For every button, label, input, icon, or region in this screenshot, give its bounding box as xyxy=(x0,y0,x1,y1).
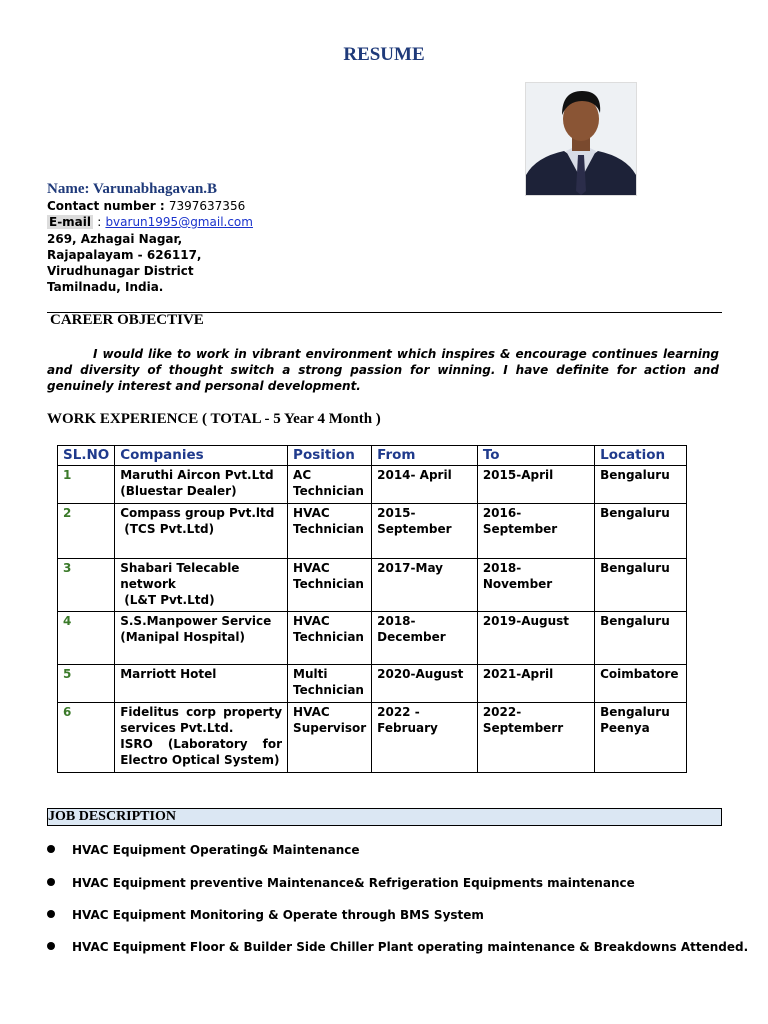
contact-label: Contact number : xyxy=(47,199,165,213)
list-item xyxy=(47,908,484,922)
cell-location xyxy=(595,665,687,703)
position-line: Multi xyxy=(293,667,328,681)
company-line: Fidelitus corp property services Pvt.Ltd. xyxy=(120,705,283,735)
work-experience-table xyxy=(57,445,687,773)
cell-position xyxy=(288,665,372,703)
company-line: Marriott Hotel xyxy=(120,667,217,681)
list-item xyxy=(47,876,635,890)
header-position: Position xyxy=(288,446,372,466)
position-line: Technician xyxy=(293,577,364,591)
email-line xyxy=(47,214,253,230)
company-line: Compass group Pvt.ltd xyxy=(120,506,275,520)
from-line: September xyxy=(377,522,452,536)
candidate-name: Name: Varunabhagavan.B xyxy=(47,181,218,197)
from-line: 2017-May xyxy=(377,561,443,575)
bullet-icon xyxy=(47,845,55,853)
cell-to: 2018-November xyxy=(477,559,594,612)
cell-position xyxy=(288,703,372,773)
cell-from xyxy=(372,703,478,773)
location-line: Bengaluru xyxy=(600,614,670,628)
location-line: Coimbatore xyxy=(600,667,679,681)
table-row xyxy=(58,559,687,612)
list-item-text: HVAC Equipment Monitoring & Operate through BMS System xyxy=(72,908,484,922)
bullet-icon xyxy=(47,878,55,886)
company-line: S.S.Manpower Service xyxy=(120,614,272,628)
from-line: 2022 -February xyxy=(377,705,438,735)
company-line: (L&T Pvt.Ltd) xyxy=(124,593,215,607)
position-line: HVAC xyxy=(293,506,330,520)
location-line: Peenya xyxy=(600,721,650,735)
cell-to: 2016-September xyxy=(477,504,594,559)
address-block xyxy=(47,231,202,295)
location-line: Bengaluru xyxy=(600,468,670,482)
from-line: 2020-August xyxy=(377,667,464,681)
cell-from xyxy=(372,612,478,665)
list-item xyxy=(47,843,360,857)
contact-line xyxy=(47,198,245,214)
header-from: From xyxy=(372,446,478,466)
cell-location xyxy=(595,504,687,559)
email-link[interactable]: bvarun1995@gmail.com xyxy=(105,215,253,229)
cell-slno: 2 xyxy=(58,504,115,559)
cell-company xyxy=(115,559,288,612)
career-objective-text: I would like to work in vibrant environment which inspires & encourage continues learning and diversity of thought switch a strong passion for winning. I have definite for action and genuinely interest and personal development. xyxy=(47,347,719,393)
cell-from xyxy=(372,559,478,612)
table-row xyxy=(58,665,687,703)
cell-from xyxy=(372,504,478,559)
company-line: Shabari Telecable network xyxy=(120,561,240,591)
job-description-heading: JOB DESCRIPTION xyxy=(47,808,722,826)
cell-to: 2021-April xyxy=(477,665,594,703)
cell-location xyxy=(595,612,687,665)
position-line: Supervisor xyxy=(293,721,367,735)
position-line: HVAC xyxy=(293,705,330,719)
cell-location xyxy=(595,466,687,504)
company-line: (Bluestar Dealer) xyxy=(120,484,237,498)
company-line: (Manipal Hospital) xyxy=(120,630,245,644)
work-experience-heading: WORK EXPERIENCE ( TOTAL - 5 Year 4 Month ) xyxy=(47,411,381,427)
position-line: Technician xyxy=(293,683,364,697)
company-line: Maruthi Aircon Pvt.Ltd xyxy=(120,468,274,482)
from-line: 2018- xyxy=(377,614,416,628)
cell-company xyxy=(115,665,288,703)
address-line: 269, Azhagai Nagar, xyxy=(47,232,183,246)
table-row xyxy=(58,703,687,773)
cell-company xyxy=(115,466,288,504)
cell-position xyxy=(288,466,372,504)
page-title: RESUME xyxy=(343,44,425,65)
list-item-text: HVAC Equipment Floor & Builder Side Chiller Plant operating maintenance & Breakdowns Attended. xyxy=(72,940,749,954)
cell-company xyxy=(115,504,288,559)
cell-company xyxy=(115,703,288,773)
list-item xyxy=(47,940,748,954)
location-line: Bengaluru xyxy=(600,561,670,575)
company-line: (TCS Pvt.Ltd) xyxy=(124,522,215,536)
address-line: Tamilnadu, India. xyxy=(47,280,164,294)
bullet-icon xyxy=(47,942,55,950)
position-line: HVAC xyxy=(293,561,330,575)
position-line: Technician xyxy=(293,522,364,536)
header-companies: Companies xyxy=(115,446,288,466)
list-item-text: HVAC Equipment Operating& Maintenance xyxy=(72,843,360,857)
header-to: To xyxy=(477,446,594,466)
address-line: Virudhunagar District xyxy=(47,264,194,278)
cell-to: 2015-April xyxy=(477,466,594,504)
list-item-text: HVAC Equipment preventive Maintenance& Refrigeration Equipments maintenance xyxy=(72,876,635,890)
table-header-row xyxy=(58,446,687,466)
address-line: Rajapalayam - 626117, xyxy=(47,248,202,262)
cell-location xyxy=(595,703,687,773)
from-line: 2015- xyxy=(377,506,416,520)
position-line: HVAC xyxy=(293,614,330,628)
contact-number: 7397637356 xyxy=(168,199,246,213)
cell-slno: 3 xyxy=(58,559,115,612)
cell-from xyxy=(372,665,478,703)
cell-position xyxy=(288,612,372,665)
cell-slno: 4 xyxy=(58,612,115,665)
email-separator: : xyxy=(97,215,102,229)
from-line: 2014- April xyxy=(377,468,452,482)
table-row xyxy=(58,612,687,665)
cell-slno: 5 xyxy=(58,665,115,703)
cell-position xyxy=(288,504,372,559)
email-label: E-mail xyxy=(49,215,92,229)
location-line: Bengaluru xyxy=(600,506,670,520)
cell-location xyxy=(595,559,687,612)
cell-slno: 1 xyxy=(58,466,115,504)
cell-from xyxy=(372,466,478,504)
cell-position xyxy=(288,559,372,612)
cell-company xyxy=(115,612,288,665)
company-line: ISRO (Laboratory for Electro Optical System) xyxy=(120,737,283,767)
career-objective-heading: CAREER OBJECTIVE xyxy=(50,312,204,328)
location-line: Bengaluru xyxy=(600,705,670,719)
position-line: AC xyxy=(293,468,312,482)
from-line: December xyxy=(377,630,446,644)
position-line: Technician xyxy=(293,630,364,644)
cell-slno: 6 xyxy=(58,703,115,773)
header-slno: SL.NO xyxy=(58,446,115,466)
profile-photo xyxy=(525,82,637,196)
cell-to: 2019-August xyxy=(477,612,594,665)
table-row xyxy=(58,504,687,559)
header-location: Location xyxy=(595,446,687,466)
bullet-icon xyxy=(47,910,55,918)
cell-to: 2022-Septemberr xyxy=(477,703,594,773)
position-line: Technician xyxy=(293,484,364,498)
table-row xyxy=(58,466,687,504)
